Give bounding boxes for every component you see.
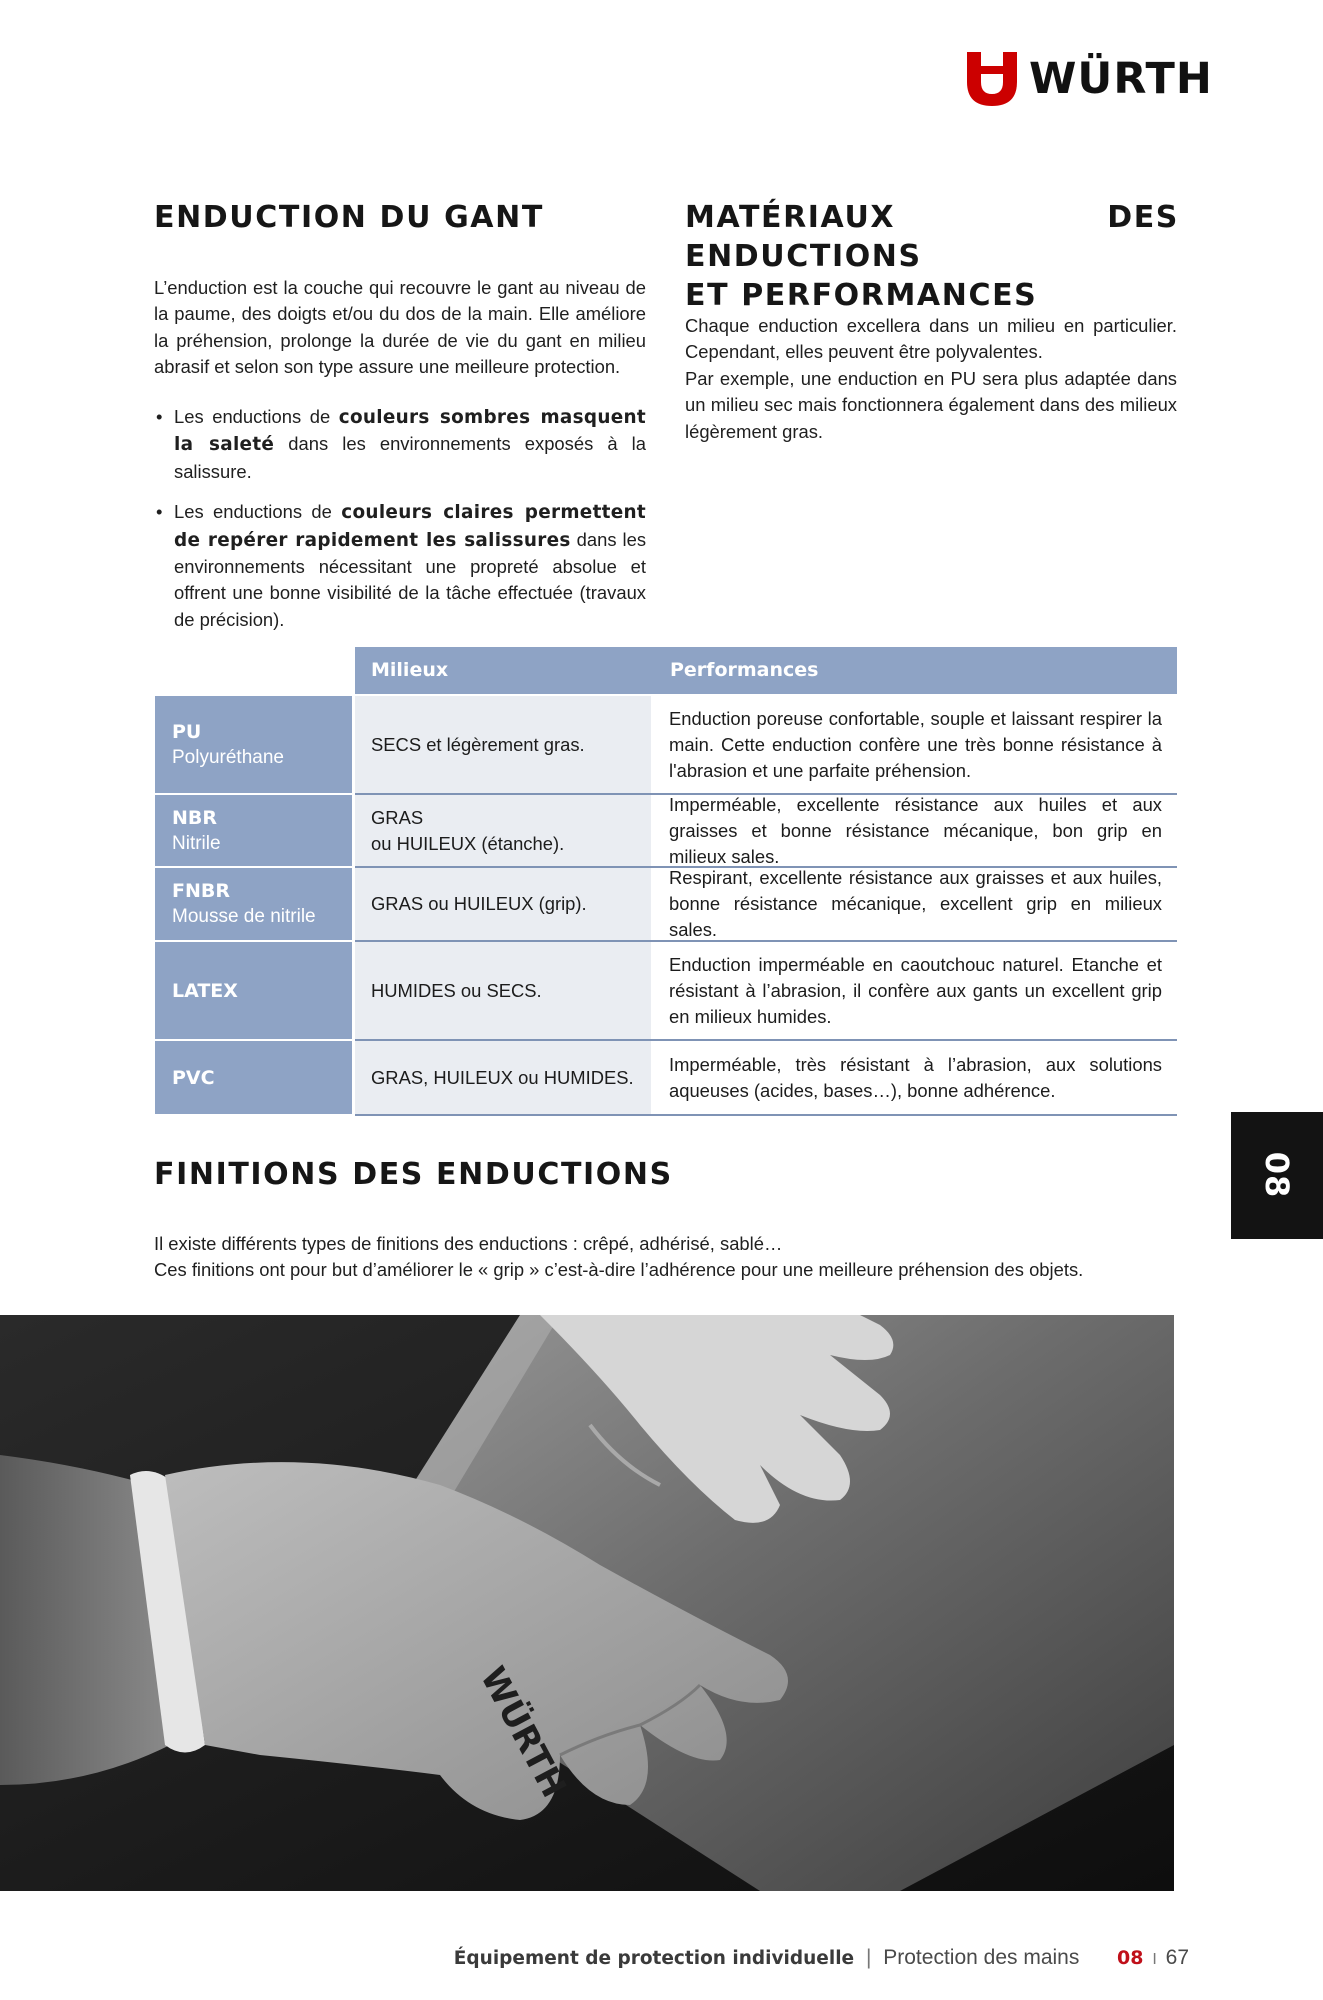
footer-section: Équipement de protection individuelle [453, 1948, 855, 1969]
table-row-latex [155, 942, 1177, 1039]
bullet-item: • Les enductions de couleurs claires permettent de repérer rapidement les salissures dans les environnements nécessitant une propreté absolue et offrent une bonne visibilité de la tâche effectuée (travaux de précision). [156, 501, 647, 630]
page-footer [454, 1944, 1189, 1974]
logo-wordmark: WÜRTH [1029, 54, 1213, 104]
footer-page-separator: I [1152, 1951, 1157, 1968]
material-cell: LATEX [155, 942, 352, 1039]
table-row-pu [155, 696, 1177, 793]
enduction-intro: L’enduction est la couche qui recouvre le gant au niveau de la paume, des doigts et/ou du dos de la main. Elle améliore la préhension, prolonge la durée de vie du gant en milieu abrasif et selon son type assure une meilleure protection. [154, 277, 646, 378]
milieux-cell: GRAS, HUILEUX ou HUMIDES. [355, 1041, 651, 1114]
material-cell: NBR Nitrile [155, 795, 352, 866]
material-cell: PU Polyuréthane [155, 696, 352, 793]
row-divider [355, 1114, 1177, 1116]
footer-page-number: 67 [1165, 1946, 1189, 1969]
milieux-cell: SECS et légèrement gras. [355, 696, 651, 793]
footer-chapter: 08 [1117, 1947, 1144, 1969]
performance-cell: Imperméable, excellente résistance aux huiles et aux graisses et bonne résistance mécanique, bon grip en milieux sales. [669, 793, 1162, 867]
materiaux-text: Chaque enduction excellera dans un milieu en particulier. Cependant, elles peuvent être polyvalentes. Par exemple, une enduction en PU sera plus adaptée dans un milieu sec mais fonctionnera également dans des milieux légèrement gras. [685, 315, 1177, 442]
wurth-logo-icon [967, 52, 1017, 106]
footer-separator: | [865, 1946, 872, 1969]
milieux-cell: HUMIDES ou SECS. [355, 942, 651, 1039]
milieux-cell: GRAS ou HUILEUX (étanche). [355, 795, 651, 866]
chapter-number: 08 [1258, 1151, 1296, 1199]
table-row-nbr [155, 795, 1177, 866]
table-row-pvc [155, 1041, 1177, 1114]
gloves-photo-illustration [0, 1315, 1174, 1891]
performance-cell: Enduction imperméable en caoutchouc naturel. Etanche et résistant à l’abrasion, il confère aux gants un excellent grip en milieux humides. [669, 953, 1162, 1027]
material-cell: FNBR Mousse de nitrile [155, 868, 352, 940]
section-title-enduction: ENDUCTION DU GANT [154, 200, 544, 235]
footer-subsection: Protection des mains [883, 1946, 1080, 1969]
header-milieux: Milieux [371, 659, 449, 681]
section-title-finitions: FINITIONS DES ENDUCTIONS [154, 1157, 673, 1192]
gloves-photo [0, 1315, 1174, 1891]
enduction-bullets [154, 404, 646, 647]
material-cell: PVC [155, 1041, 352, 1114]
glove-brand-print: WÜRTH [472, 1660, 574, 1805]
bullet-dot: • [156, 406, 163, 427]
performance-cell: Imperméable, très résistant à l’abrasion, aux solutions aqueuses (acides, bases…), bonne adhérence. [669, 1053, 1162, 1101]
header-performances: Performances [670, 659, 819, 681]
section-title-materiaux: MATÉRIAUX DES ENDUCTIONS ET PERFORMANCES [685, 200, 1179, 313]
chapter-side-tab [1231, 1112, 1323, 1239]
performance-cell: Respirant, excellente résistance aux graisses et aux huiles, bonne résistance mécanique, excellent grip en milieux sales. [669, 867, 1162, 940]
performance-cell: Enduction poreuse confortable, souple et laissant respirer la main. Cette enduction confère une très bonne résistance à l'abrasion et une parfaite préhension. [669, 707, 1162, 781]
wurth-logo [967, 52, 1213, 106]
table-header [355, 647, 1177, 694]
finitions-text: Il existe différents types de finitions des enductions : crêpé, adhérisé, sablé… Ces finitions ont pour but d’améliorer le « grip » c’est-à-dire l’adhérence pour une meilleure préhension des objets. [154, 1233, 1084, 1281]
table-row-fnbr [155, 868, 1177, 940]
bullet-item: • Les enductions de couleurs sombres masquent la saleté dans les environnements exposés à la salissure. [156, 406, 646, 482]
milieux-cell: GRAS ou HUILEUX (grip). [355, 868, 651, 940]
bullet-dot: • [156, 501, 163, 523]
